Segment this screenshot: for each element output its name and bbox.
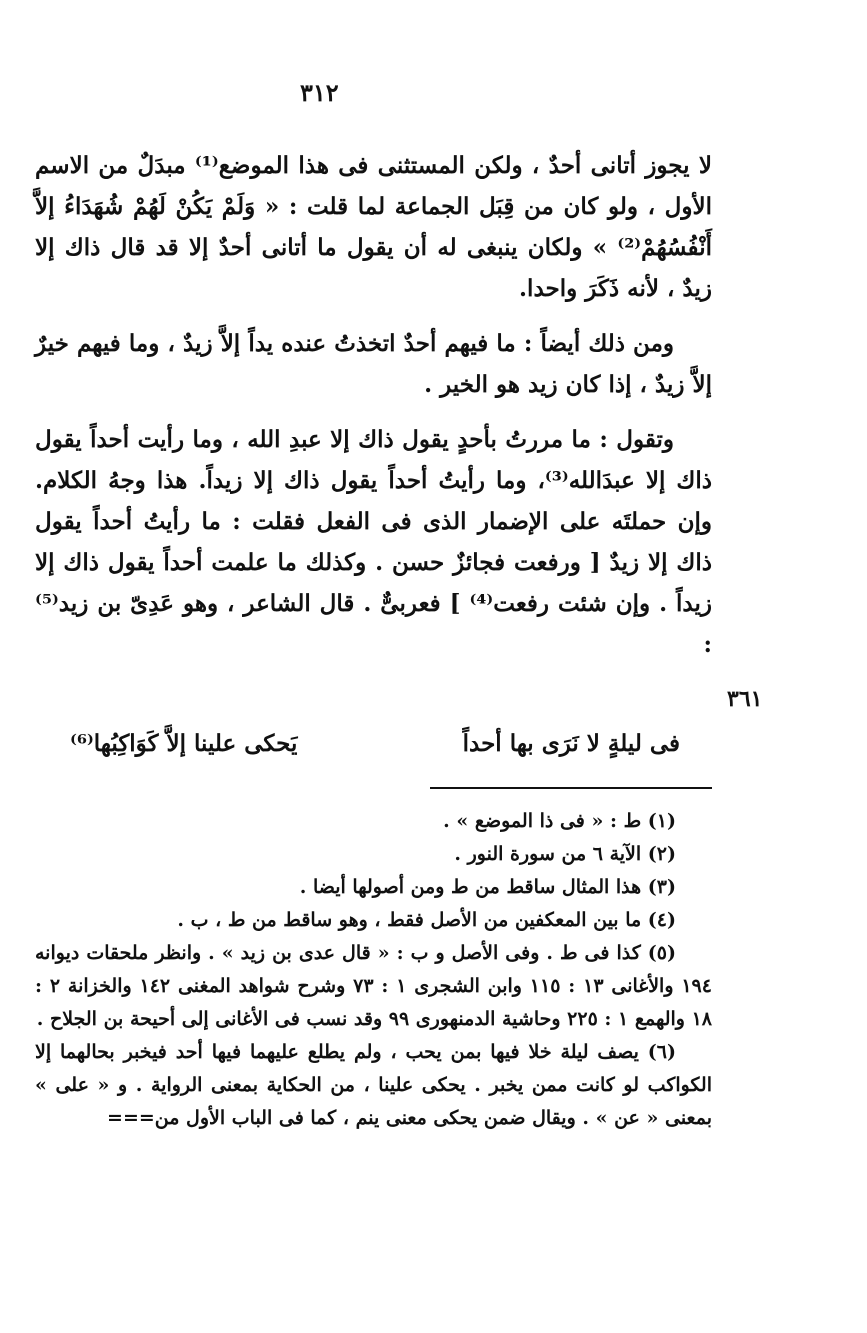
footnote-2: (٢) الآية ٦ من سورة النور .: [454, 843, 676, 865]
verse-line: [70, 730, 680, 757]
footnotes: [35, 805, 712, 1135]
footnote-3: (٣) هذا المثال ساقط من ط ومن أصولها أيضا .: [299, 876, 676, 898]
footnote-6: (٦) يصف ليلة خلا فيها بمن يحب ، ولم يطلع عليهما فيها أحد فيخبر بحالهما إلا الكواكب لو كانت ممن يخبر . يحكى علينا ، من الحكاية بمعنى الرواية . و « على » بمعنى « عن » . ويقال ضمن يحكى معنى ينم ، كما فى الباب الأول من===: [35, 1041, 712, 1129]
footnote-5: (٥) كذا فى ط . وفى الأصل و ب : « قال عدى بن زيد » . وانظر ملحقات ديوانه ١٩٤ والأغانى ١٣ : ١١٥ وابن الشجرى ١ : ٧٣ وشرح شواهد المغنى ١٤٢ والخزانة ٢ : ١٨ والهمع ١ : ٢٢٥ وحاشية الدمنهورى ٩٩ وقد نسب فى الأغانى إلى أحيحة بن الجلاح .: [35, 942, 712, 1030]
margin-page-reference: ٣٦١: [727, 686, 763, 712]
main-text: [35, 145, 712, 679]
paragraph-3: وتقول : ما مررتُ بأحدٍ يقول ذاك إلا عبدِ الله ، وما رأيت أحداً يقول ذاك إلا عبدَالله⁽³⁾، وما رأيتُ أحداً يقول ذاك إلا زيداً. هذا وجهُ الكلام. وإن حملتَه على الإضمار الذى فى الفعل فقلت : ما رأيتُ أحداً يقول ذاك إلا زيدٌ [ ورفعت فجائزٌ حسن . وكذلك ما علمت أحداً يقول ذاك إلا زيداً . وإن شئت رفعت⁽⁴⁾ ] فعربىٌّ . قال الشاعر ، وهو عَدِىّ بن زيد⁽⁵⁾ :: [35, 426, 713, 658]
paragraph-2: ومن ذلك أيضاً : ما فيهم أحدٌ اتخذتُ عنده يداً إلاَّ زيدٌ ، وما فيهم خيرٌ إلاَّ زيدٌ ، إذا كان زيد هو الخير .: [35, 330, 712, 398]
footnote-divider: [430, 787, 712, 789]
paragraph-1: لا يجوز أتانى أحدٌ ، ولكن المستثنى فى هذا الموضع⁽¹⁾ مبدَلٌ من الاسم الأول ، ولو كان من قِبَل الجماعة لما قلت : « وَلَمْ يَكُنْ لَهُمْ شُهَدَاءُ إلاَّ أَنْفُسُهُمْ⁽²⁾ » ولكان ينبغى له أن يقول ما أتانى أحدٌ إلا قد قال ذاك إلا زيدٌ ، لأنه ذَكَرَ واحدا.: [35, 152, 712, 302]
footnote-1: (١) ط : « فى ذا الموضع » .: [443, 810, 676, 832]
page-number: ٣١٢: [300, 78, 339, 107]
verse-first-hemistich: فى ليلةٍ لا نَرَى بها أحداً: [462, 730, 680, 757]
footnote-4: (٤) ما بين المعكفين من الأصل فقط ، وهو ساقط من ط ، ب .: [177, 909, 676, 931]
verse-second-hemistich: يَحكى علينا إلاَّ كَوَاكِبُها⁽⁶⁾: [70, 730, 298, 757]
